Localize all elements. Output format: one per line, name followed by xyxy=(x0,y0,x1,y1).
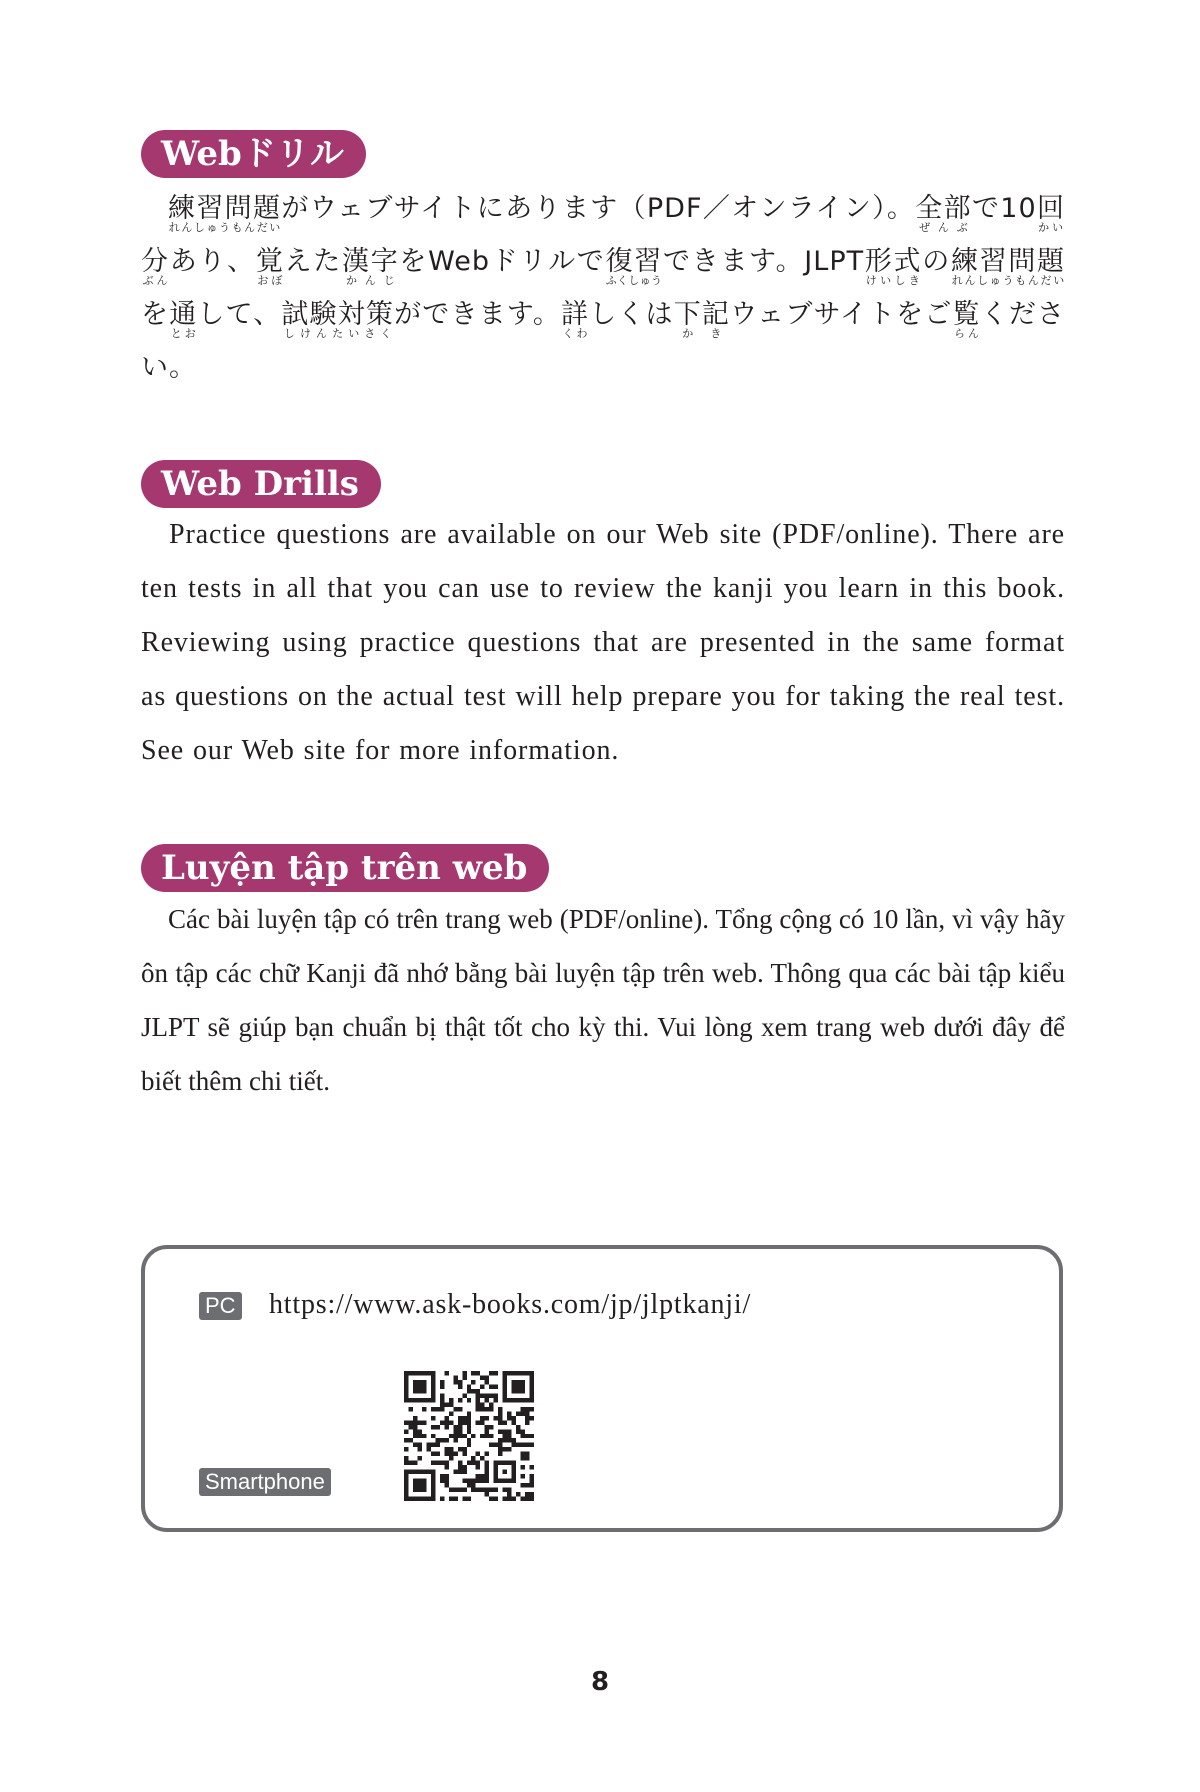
ruby-word: 練習問題れんしゅうもんだい xyxy=(950,246,1066,287)
english-paragraph: Practice questions are available on our Web site (PDF/online). There are ten tests in all that you can use to review the kanji you learn in this book. Reviewing using practice questions that are presented in the same format as questions on the actual test will help prepare you for taking the real test. See our Web site for more information. xyxy=(141,519,1065,766)
ruby-reading: れんしゅうもんだい xyxy=(168,221,282,234)
website-info-box xyxy=(141,1245,1063,1532)
page-number: 8 xyxy=(590,1667,610,1697)
ruby-reading: しけんたいさく xyxy=(281,327,394,340)
section-english xyxy=(141,460,1065,778)
ruby-reading: とお xyxy=(169,327,198,340)
pc-label: PC xyxy=(199,1292,242,1320)
ruby-word: 詳くわ xyxy=(561,299,590,340)
text-run: しくは xyxy=(589,299,674,330)
text-run: をWebドリルで xyxy=(399,246,606,277)
smartphone-label: Smartphone xyxy=(199,1468,331,1496)
text-run: を xyxy=(141,299,170,330)
vietnamese-paragraph: Các bài luyện tập có trên trang web (PDF/online). Tổng cộng có 10 lần, vì vậy hãy ôn tập các chữ Kanji đã nhớ bằng bài luyện tập trên web. Thông qua các bài tập kiểu JLPT sẽ giúp bạn chuẩn bị thật tốt cho kỳ thi. Vui lòng xem trang web dưới đây để biết thêm chi tiết. xyxy=(141,904,1065,1096)
ruby-word: 漢字かんじ xyxy=(341,246,400,287)
ruby-reading: らん xyxy=(952,327,981,340)
text-run: できます。JLPT xyxy=(662,246,865,277)
text-run: がウェブサイトにあります（PDF／オンライン）。 xyxy=(281,193,916,224)
japanese-paragraph xyxy=(141,182,1065,394)
text-run: ください。 xyxy=(141,299,1066,383)
section-heading-en: Web Drills xyxy=(141,460,381,508)
qr-code-icon[interactable] xyxy=(404,1371,534,1501)
ruby-reading: かい xyxy=(1036,221,1065,234)
section-vietnamese xyxy=(141,844,1065,1108)
text-run: あり、 xyxy=(169,246,256,277)
ruby-word: 覚おぼ xyxy=(255,246,285,287)
section-japanese xyxy=(141,130,1065,394)
ruby-word: 試験対策しけんたいさく xyxy=(281,299,395,340)
ruby-reading: れんしゅうもんだい xyxy=(950,274,1066,287)
ruby-reading: おぼ xyxy=(255,274,284,287)
ruby-word: 通とお xyxy=(169,299,198,340)
ruby-word: 全部ぜんぶ xyxy=(915,193,972,234)
text-run: して、 xyxy=(197,299,282,330)
ruby-word: 復習ふくしゅう xyxy=(605,246,663,287)
section-heading-vi: Luyện tập trên web xyxy=(141,844,549,892)
text-run: で10 xyxy=(971,193,1037,224)
ruby-reading: くわ xyxy=(561,327,590,340)
ruby-word: 形式けいしき xyxy=(864,246,923,287)
ruby-reading: ふくしゅう xyxy=(605,274,663,287)
ruby-word: 回かい xyxy=(1036,193,1065,234)
ruby-word: 下記かき xyxy=(673,299,731,340)
ruby-word: 練習問題れんしゅうもんだい xyxy=(168,193,282,234)
ruby-reading: かんじ xyxy=(341,274,399,287)
text-run: ができます。 xyxy=(394,299,561,330)
section-heading-ja: Webドリル xyxy=(141,130,366,178)
text-run: ウェブサイトをご xyxy=(730,299,953,330)
text-run: えた xyxy=(284,246,342,277)
text-run: の xyxy=(922,246,951,277)
ruby-word: 覧らん xyxy=(952,299,981,340)
ruby-reading: ぶん xyxy=(141,274,170,287)
ruby-reading: かき xyxy=(673,327,730,340)
ruby-reading: ぜんぶ xyxy=(915,221,972,234)
ruby-word: 分ぶん xyxy=(141,246,170,287)
ruby-reading: けいしき xyxy=(864,274,922,287)
website-url-link[interactable]: https://www.ask-books.com/jp/jlptkanji/ xyxy=(269,1289,752,1320)
